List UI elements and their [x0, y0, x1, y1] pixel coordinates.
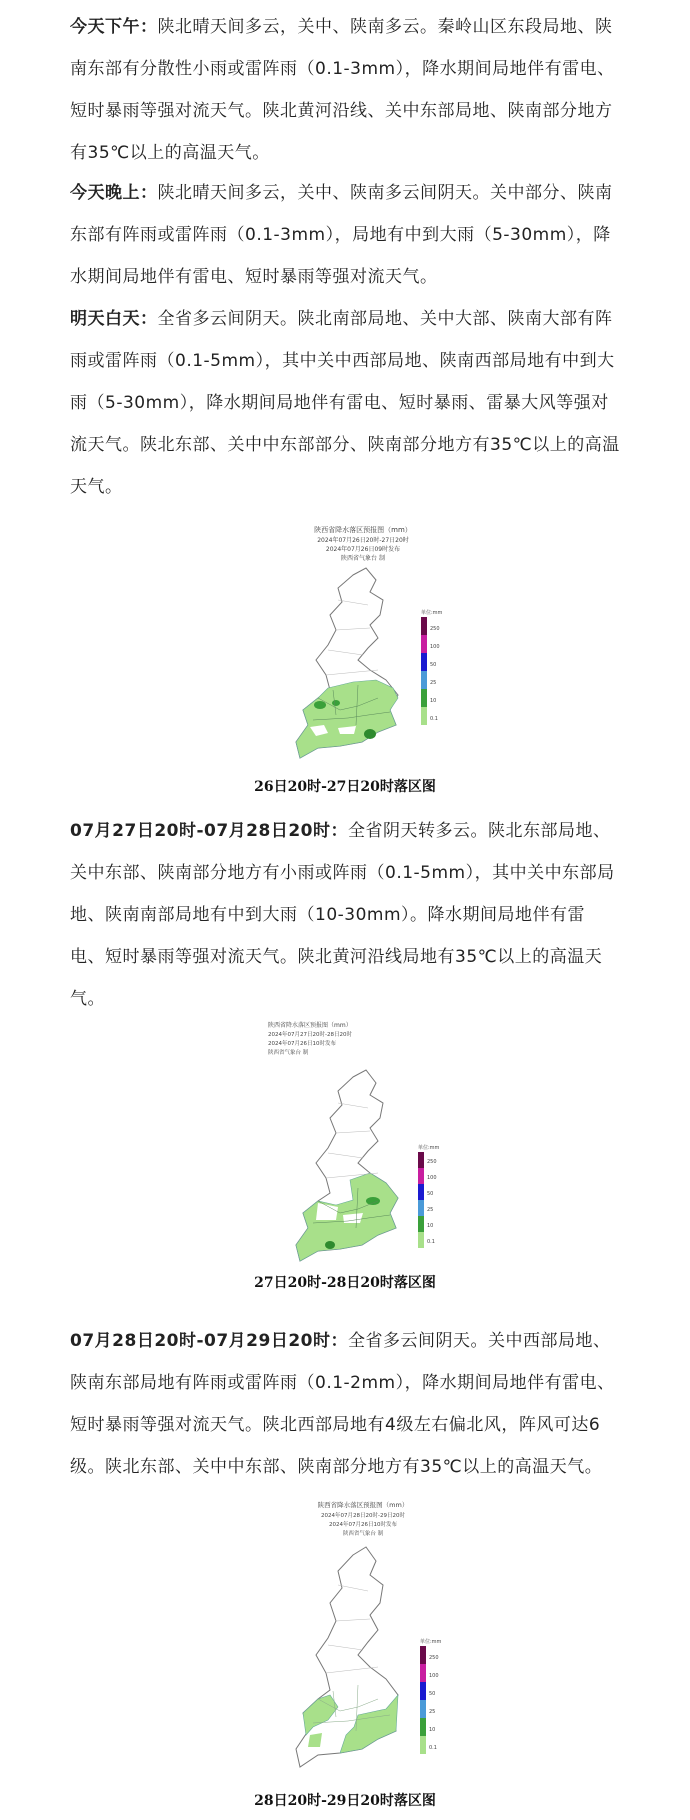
legend-swatch [418, 1232, 424, 1248]
legend-value: 50 [429, 1691, 436, 1697]
legend-value: 0.1 [430, 716, 438, 722]
legend-swatch [420, 1664, 426, 1682]
forecast-tomorrow-day [70, 298, 620, 508]
legend-title: 单位:mm [418, 1145, 440, 1151]
paragraph-text: 陕北晴天间多云，关中、陕南多云。秦岭山区东段局地、陕南东部有分散性小雨或雷阵雨（0.1-3mm），降水期间局地伴有雷电、短时暴雨等强对流天气。陕北黄河沿线、关中东部局地、陕南部分地方有35℃以上的高温天气。 [70, 17, 615, 163]
legend-value: 10 [427, 1223, 434, 1229]
legend-swatch [421, 707, 427, 725]
legend-swatch [418, 1184, 424, 1200]
legend-title: 单位:mm [421, 610, 443, 616]
legend-swatch [418, 1200, 424, 1216]
rain-area-light [308, 1733, 322, 1747]
map-figure [258, 520, 468, 770]
legend-value: 0.1 [429, 1745, 437, 1751]
legend-swatch [420, 1700, 426, 1718]
map-caption-3: 28日20时-29日20时落区图 [254, 1793, 436, 1809]
legend-value: 25 [429, 1709, 436, 1715]
paragraph-lead: 今天下午： [70, 17, 158, 37]
map-period: 2024年07月27日20时-28日20时 [268, 1032, 352, 1038]
rain-area-moderate [332, 700, 340, 706]
precipitation-map-3 [258, 1495, 468, 1785]
paragraph-text: 全省阴天转多云。陕北东部局地、关中东部、陕南部分地方有小雨或阵雨（0.1-5mm），其中关中东部局地、陕南南部局地有中到大雨（10-30mm）。降水期间局地伴有雷电、短时暴雨等强对流天气。陕北黄河沿线局地有35℃以上的高温天气。 [70, 821, 615, 1009]
forecast-this-afternoon [70, 6, 620, 174]
legend-swatch [421, 671, 427, 689]
map-figure [258, 1495, 468, 1785]
legend-value: 100 [427, 1175, 437, 1181]
map-period: 2024年07月28日20时-29日20时 [321, 1513, 405, 1519]
legend-swatch [418, 1168, 424, 1184]
legend-swatch [421, 617, 427, 635]
paragraph-text: 陕北晴天间多云，关中、陕南多云间阴天。关中部分、陕南东部有阵雨或雷阵雨（0.1-3mm），局地有中到大雨（5-30mm），降水期间局地伴有雷电、短时暴雨等强对流天气。 [70, 183, 613, 287]
map-title: 陕西省降水落区预报图（mm） [314, 526, 412, 534]
map-agency: 陕西省气象台 制 [342, 1531, 384, 1537]
precipitation-map-1 [258, 520, 468, 770]
legend-value: 25 [430, 680, 437, 686]
legend-swatch [420, 1736, 426, 1754]
legend-value: 250 [430, 626, 440, 632]
legend-value: 25 [427, 1207, 434, 1213]
map-figure [258, 1015, 468, 1270]
map-title: 陕西省降水落区预报图（mm） [317, 1501, 409, 1509]
legend-swatch [418, 1152, 424, 1168]
map-issued: 2024年07月26日10时发布 [329, 1522, 397, 1528]
legend-value: 10 [430, 698, 437, 704]
legend-value: 100 [430, 644, 440, 650]
forecast-tonight [70, 172, 620, 298]
legend-value: 50 [427, 1191, 434, 1197]
legend-swatch [418, 1216, 424, 1232]
rain-area-light [296, 680, 398, 758]
map-issued: 2024年07月26日10时发布 [268, 1041, 336, 1047]
map-issued: 2024年07月26日09时发布 [325, 546, 401, 553]
legend-value: 250 [429, 1655, 439, 1661]
rain-area-moderate [364, 729, 376, 739]
map-agency: 陕西省气象台 制 [341, 555, 385, 562]
map-period: 2024年07月26日20时-27日20时 [317, 537, 409, 544]
legend-swatch [420, 1646, 426, 1664]
legend-swatch [421, 653, 427, 671]
legend-swatch [421, 689, 427, 707]
paragraph-text: 全省多云间阴天。关中西部局地、陕南东部局地有阵雨或雷阵雨（0.1-2mm），降水期间局地伴有雷电、短时暴雨等强对流天气。陕北西部局地有4级左右偏北风，阵风可达6级。陕北东部、关中中东部、陕南部分地方有35℃以上的高温天气。 [70, 1331, 615, 1477]
legend-value: 50 [430, 662, 437, 668]
legend-swatch [420, 1718, 426, 1736]
legend-value: 0.1 [427, 1239, 435, 1245]
legend-swatch [420, 1682, 426, 1700]
paragraph-lead: 07月28日20时-07月29日20时： [70, 1331, 348, 1351]
rain-area-moderate [314, 701, 326, 709]
paragraph-lead: 07月27日20时-07月28日20时： [70, 821, 348, 841]
forecast-28-29 [70, 1320, 620, 1488]
legend-value: 250 [427, 1159, 437, 1165]
legend-title: 单位:mm [420, 1639, 442, 1645]
paragraph-text: 全省多云间阴天。陕北南部局地、关中大部、陕南大部有阵雨或雷阵雨（0.1-5mm），其中关中西部局地、陕南西部局地有中到大雨（5-30mm），降水期间局地伴有雷电、短时暴雨、雷暴大风等强对流天气。陕北东部、关中中东部部分、陕南部分地方有35℃以上的高温天气。 [70, 309, 620, 497]
legend-value: 100 [429, 1673, 439, 1679]
precipitation-map-2 [258, 1015, 468, 1270]
paragraph-lead: 今天晚上： [70, 183, 158, 203]
map-agency: 陕西省气象台 制 [268, 1050, 309, 1056]
paragraph-lead: 明天白天： [70, 309, 158, 329]
legend-value: 10 [429, 1727, 436, 1733]
map-caption-1: 26日20时-27日20时落区图 [254, 779, 436, 795]
rain-area-moderate [325, 1241, 335, 1249]
map-caption-2: 27日20时-28日20时落区图 [254, 1275, 436, 1291]
map-title: 陕西省降水落区预报图（mm） [268, 1022, 352, 1029]
legend-swatch [421, 635, 427, 653]
forecast-27-28 [70, 810, 620, 1020]
